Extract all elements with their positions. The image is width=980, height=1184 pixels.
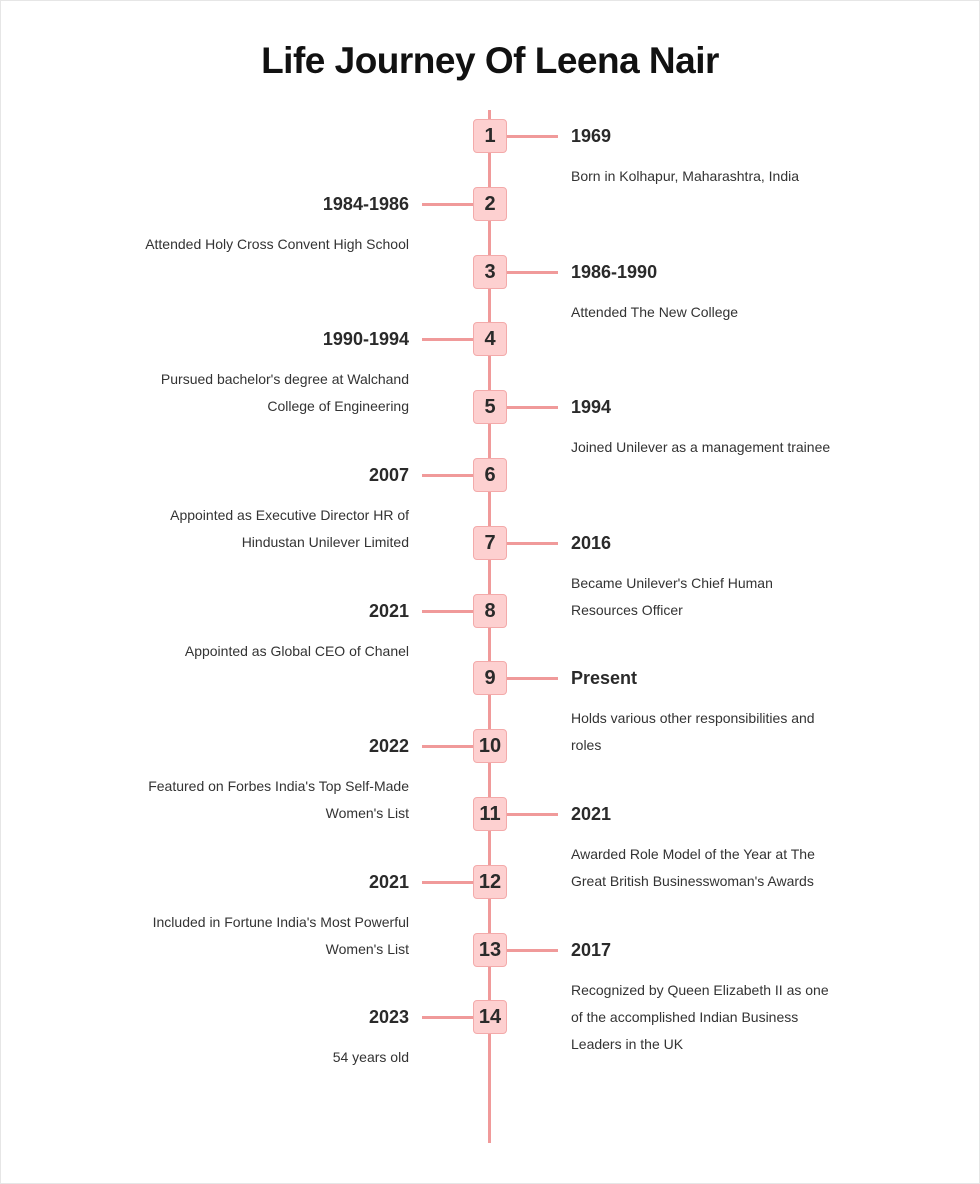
timeline-event — [0, 802, 980, 889]
event-year: 1986-1990 — [571, 262, 658, 282]
event-year: 1990-1994 — [322, 329, 409, 349]
event-year: Present — [571, 668, 638, 688]
event-description: Attended Holy Cross Convent High School — [145, 236, 409, 252]
connector-line — [422, 474, 474, 477]
event-description: Recognized by Queen Elizabeth II as one of the accomplished Indian Business Leaders in the UK — [571, 982, 829, 1052]
event-description: Joined Unilever as a management trainee — [571, 439, 831, 455]
event-year: 2021 — [368, 601, 409, 621]
connector-line — [506, 135, 558, 138]
event-description: Included in Fortune India's Most Powerful Women's List — [152, 914, 409, 957]
event-year: 1984-1986 — [322, 194, 409, 214]
event-description: Featured on Forbes India's Top Self-Made Women's List — [148, 778, 409, 821]
step-number-badge: 7 — [473, 526, 507, 560]
timeline-event — [0, 395, 980, 455]
connector-line — [422, 1016, 474, 1019]
event-year: 2007 — [368, 465, 409, 485]
connector-line — [422, 610, 474, 613]
connector-line — [422, 203, 474, 206]
timeline-event — [0, 124, 980, 184]
event-description: 54 years old — [332, 1049, 409, 1065]
event-description: Appointed as Executive Director HR of Hindustan Unilever Limited — [170, 507, 409, 550]
timeline-event — [0, 260, 980, 320]
connector-line — [506, 406, 558, 409]
event-description: Pursued bachelor's degree at Walchand College of Engineering — [160, 371, 409, 414]
step-number-badge: 12 — [473, 865, 507, 899]
connector-line — [422, 745, 474, 748]
step-number-badge: 3 — [473, 255, 507, 289]
step-number-badge: 5 — [473, 390, 507, 424]
event-description: Attended The New College — [571, 304, 739, 320]
event-year: 2017 — [571, 940, 612, 960]
connector-line — [506, 677, 558, 680]
step-number-badge: 4 — [473, 322, 507, 356]
connector-line — [422, 338, 474, 341]
connector-line — [506, 542, 558, 545]
step-number-badge: 11 — [473, 797, 507, 831]
connector-line — [506, 271, 558, 274]
event-year: 2022 — [368, 736, 409, 756]
step-number-badge: 8 — [473, 594, 507, 628]
step-number-badge: 13 — [473, 933, 507, 967]
step-number-badge: 14 — [473, 1000, 507, 1034]
step-number-badge: 2 — [473, 187, 507, 221]
event-year: 2023 — [368, 1007, 409, 1027]
event-year: 1994 — [571, 397, 612, 417]
event-year: 2016 — [571, 533, 612, 553]
event-description: Holds various other responsibilities and roles — [571, 710, 815, 753]
event-year: 2021 — [368, 872, 409, 892]
event-description: Born in Kolhapur, Maharashtra, India — [571, 168, 800, 184]
timeline-event — [0, 327, 980, 414]
event-year: 2021 — [571, 804, 612, 824]
step-number-badge: 6 — [473, 458, 507, 492]
connector-line — [506, 813, 558, 816]
page-title: Life Journey Of Leena Nair — [261, 40, 719, 81]
event-description: Awarded Role Model of the Year at The Great British Businesswoman's Awards — [571, 846, 815, 889]
event-year: 1969 — [571, 126, 612, 146]
step-number-badge: 9 — [473, 661, 507, 695]
step-number-badge: 1 — [473, 119, 507, 153]
timeline-event — [0, 192, 980, 252]
step-number-badge: 10 — [473, 729, 507, 763]
connector-line — [422, 881, 474, 884]
timeline-event — [0, 599, 980, 659]
event-description: Appointed as Global CEO of Chanel — [184, 643, 409, 659]
connector-line — [506, 949, 558, 952]
event-description: Became Unilever's Chief Human Resources Officer — [571, 575, 773, 618]
